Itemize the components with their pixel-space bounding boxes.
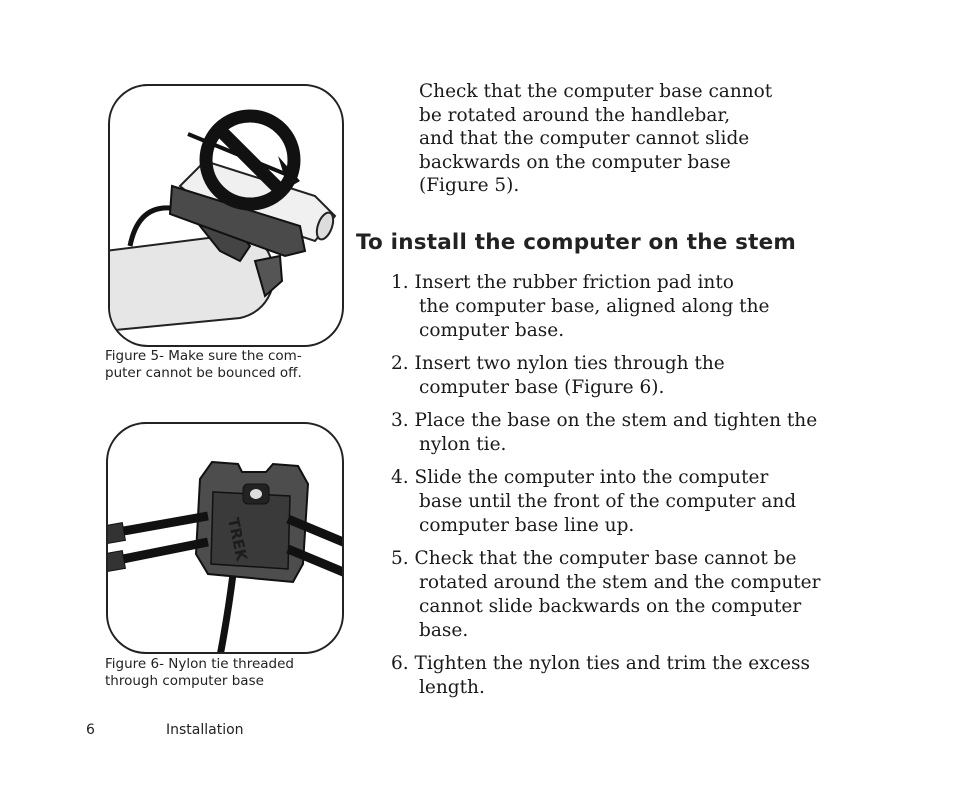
step-item <box>391 547 891 643</box>
section-heading: To install the computer on the stem <box>356 230 797 255</box>
step-number: 6. <box>391 653 409 674</box>
install-steps-list <box>391 271 891 709</box>
figure-5-illustration <box>108 84 344 347</box>
figure-6-caption: Figure 6- Nylon tie threaded through computer base <box>105 656 294 689</box>
no-slide-illustration <box>110 86 342 345</box>
intro-paragraph: Check that the computer base cannot be rotated around the handlebar, and that the computer cannot slide backwards on the computer base (Figure 5). <box>419 81 773 196</box>
step-number: 2. <box>391 353 409 374</box>
step-number: 4. <box>391 467 409 488</box>
step-number: 5. <box>391 548 409 569</box>
step-text: Insert two nylon ties through the computer base (Figure 6). <box>414 353 725 398</box>
figure-5-caption: Figure 5- Make sure the com- puter cannot be bounced off. <box>105 348 302 381</box>
step-item <box>391 466 891 538</box>
step-text: Check that the computer base cannot be rotated around the stem and the computer cannot slide backwards on the computer base. <box>414 548 821 641</box>
step-item <box>391 409 891 457</box>
step-item <box>391 271 891 343</box>
step-number: 3. <box>391 410 409 431</box>
step-text: Place the base on the stem and tighten the nylon tie. <box>414 410 818 455</box>
step-item <box>391 652 891 700</box>
step-text: Slide the computer into the computer base until the front of the computer and computer base line up. <box>414 467 797 536</box>
step-text: Tighten the nylon ties and trim the excess length. <box>414 653 810 698</box>
step-number: 1. <box>391 272 409 293</box>
figure-6-illustration <box>106 422 344 654</box>
step-text: Insert the rubber friction pad into the computer base, aligned along the computer base. <box>414 272 770 341</box>
trek-logo: TREK <box>224 516 251 563</box>
footer-section-label: Installation <box>166 722 244 738</box>
page-number: 6 <box>86 722 95 738</box>
step-item <box>391 352 891 400</box>
nylon-tie-illustration <box>108 424 342 652</box>
